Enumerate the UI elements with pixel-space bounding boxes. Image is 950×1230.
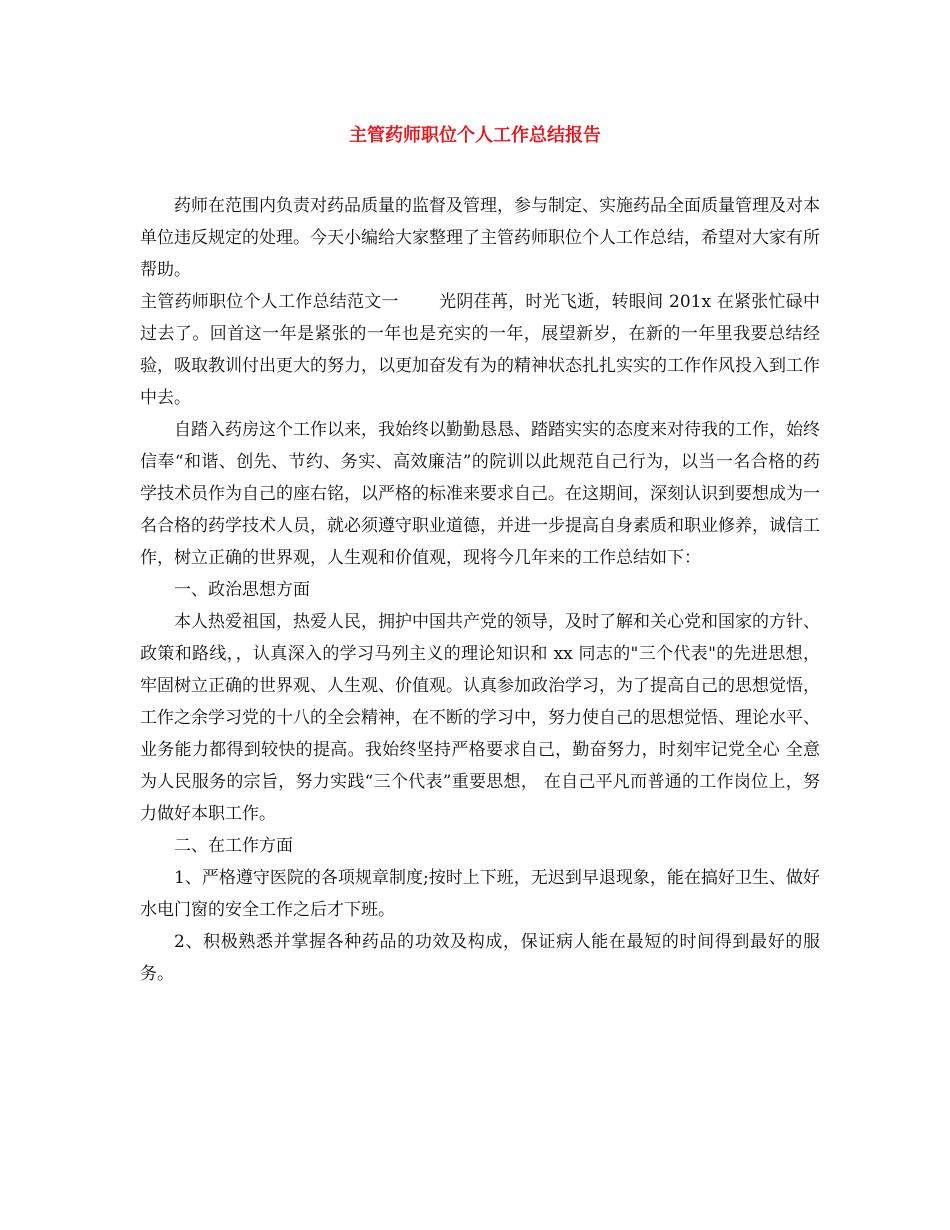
work-item-1: 1、严格遵守医院的各项规章制度;按时上下班，无迟到早退现象，能在搞好卫生、做好水电门窗的安全工作之后才下班。 <box>140 868 820 920</box>
section-heading-work: 二、在工作方面 <box>174 836 293 856</box>
work-item-2: 2、积极熟悉并掌握各种药品的功效及构成，保证病人能在最短的时间得到最好的服务。 <box>140 932 820 984</box>
section-heading-politics: 一、政治思想方面 <box>174 580 310 600</box>
intro-paragraph: 药师在范围内负责对药品质量的监督及管理，参与制定、实施药品全面质量管理及对本单位违反规定的处理。今天小编给大家整理了主管药师职位个人工作总结，希望对大家有所帮助。 <box>140 196 820 280</box>
politics-paragraph: 本人热爱祖国，热爱人民，拥护中国共产党的领导，及时了解和关心党和国家的方针、政策和路线，，认真深入的学习马列主义的理论知识和 xx 同志的"三个代表"的先进思想，牢固树立正确的世界观、人生观、价值观。认真参加政治学习，为了提高自己的思想觉悟，工作之余学习党的十八的全会精神，在不断的学习中，努力使自己的思想觉悟、理论水平、业务能力都得到较快的提高。我始终坚持严格要求自己，勤奋努力，时刻牢记党全心 全意为人民服务的宗旨，努力实践“三个代表”重要思想， 在自己平凡而普通的工作岗位上，努力做好本职工作。 <box>140 612 820 824</box>
sample-one-paragraph <box>140 286 820 414</box>
work-attitude-paragraph: 自踏入药房这个工作以来，我始终以勤勤恳恳、踏踏实实的态度来对待我的工作，始终信奉“和谐、创先、节约、务实、高效廉洁”的院训以此规范自己行为，以当一名合格的药学技术员作为自己的座右铭，以严格的标准来要求自己。在这期间，深刻认识到要想成为一名合格的药学技术人员，就必须遵守职业道德，并进一步提高自身素质和职业修养，诚信工作，树立正确的世界观，人生观和价值观，现将今几年来的工作总结如下： <box>140 420 820 568</box>
document-body <box>140 190 820 990</box>
sample-one-text: 光阴荏苒，时光飞逝，转眼间 201x 在紧张忙碌中过去了。回首这一年是紧张的一年也是充实的一年，展望新岁，在新的一年里我要总结经验，吸取教训付出更大的努力，以更加奋发有为的精神状态扎扎实实的工作作风投入到工作中去。 <box>140 292 821 408</box>
document-title: 主管药师职位个人工作总结报告 <box>349 125 601 146</box>
sample-one-label: 主管药师职位个人工作总结范文一 <box>140 292 399 312</box>
